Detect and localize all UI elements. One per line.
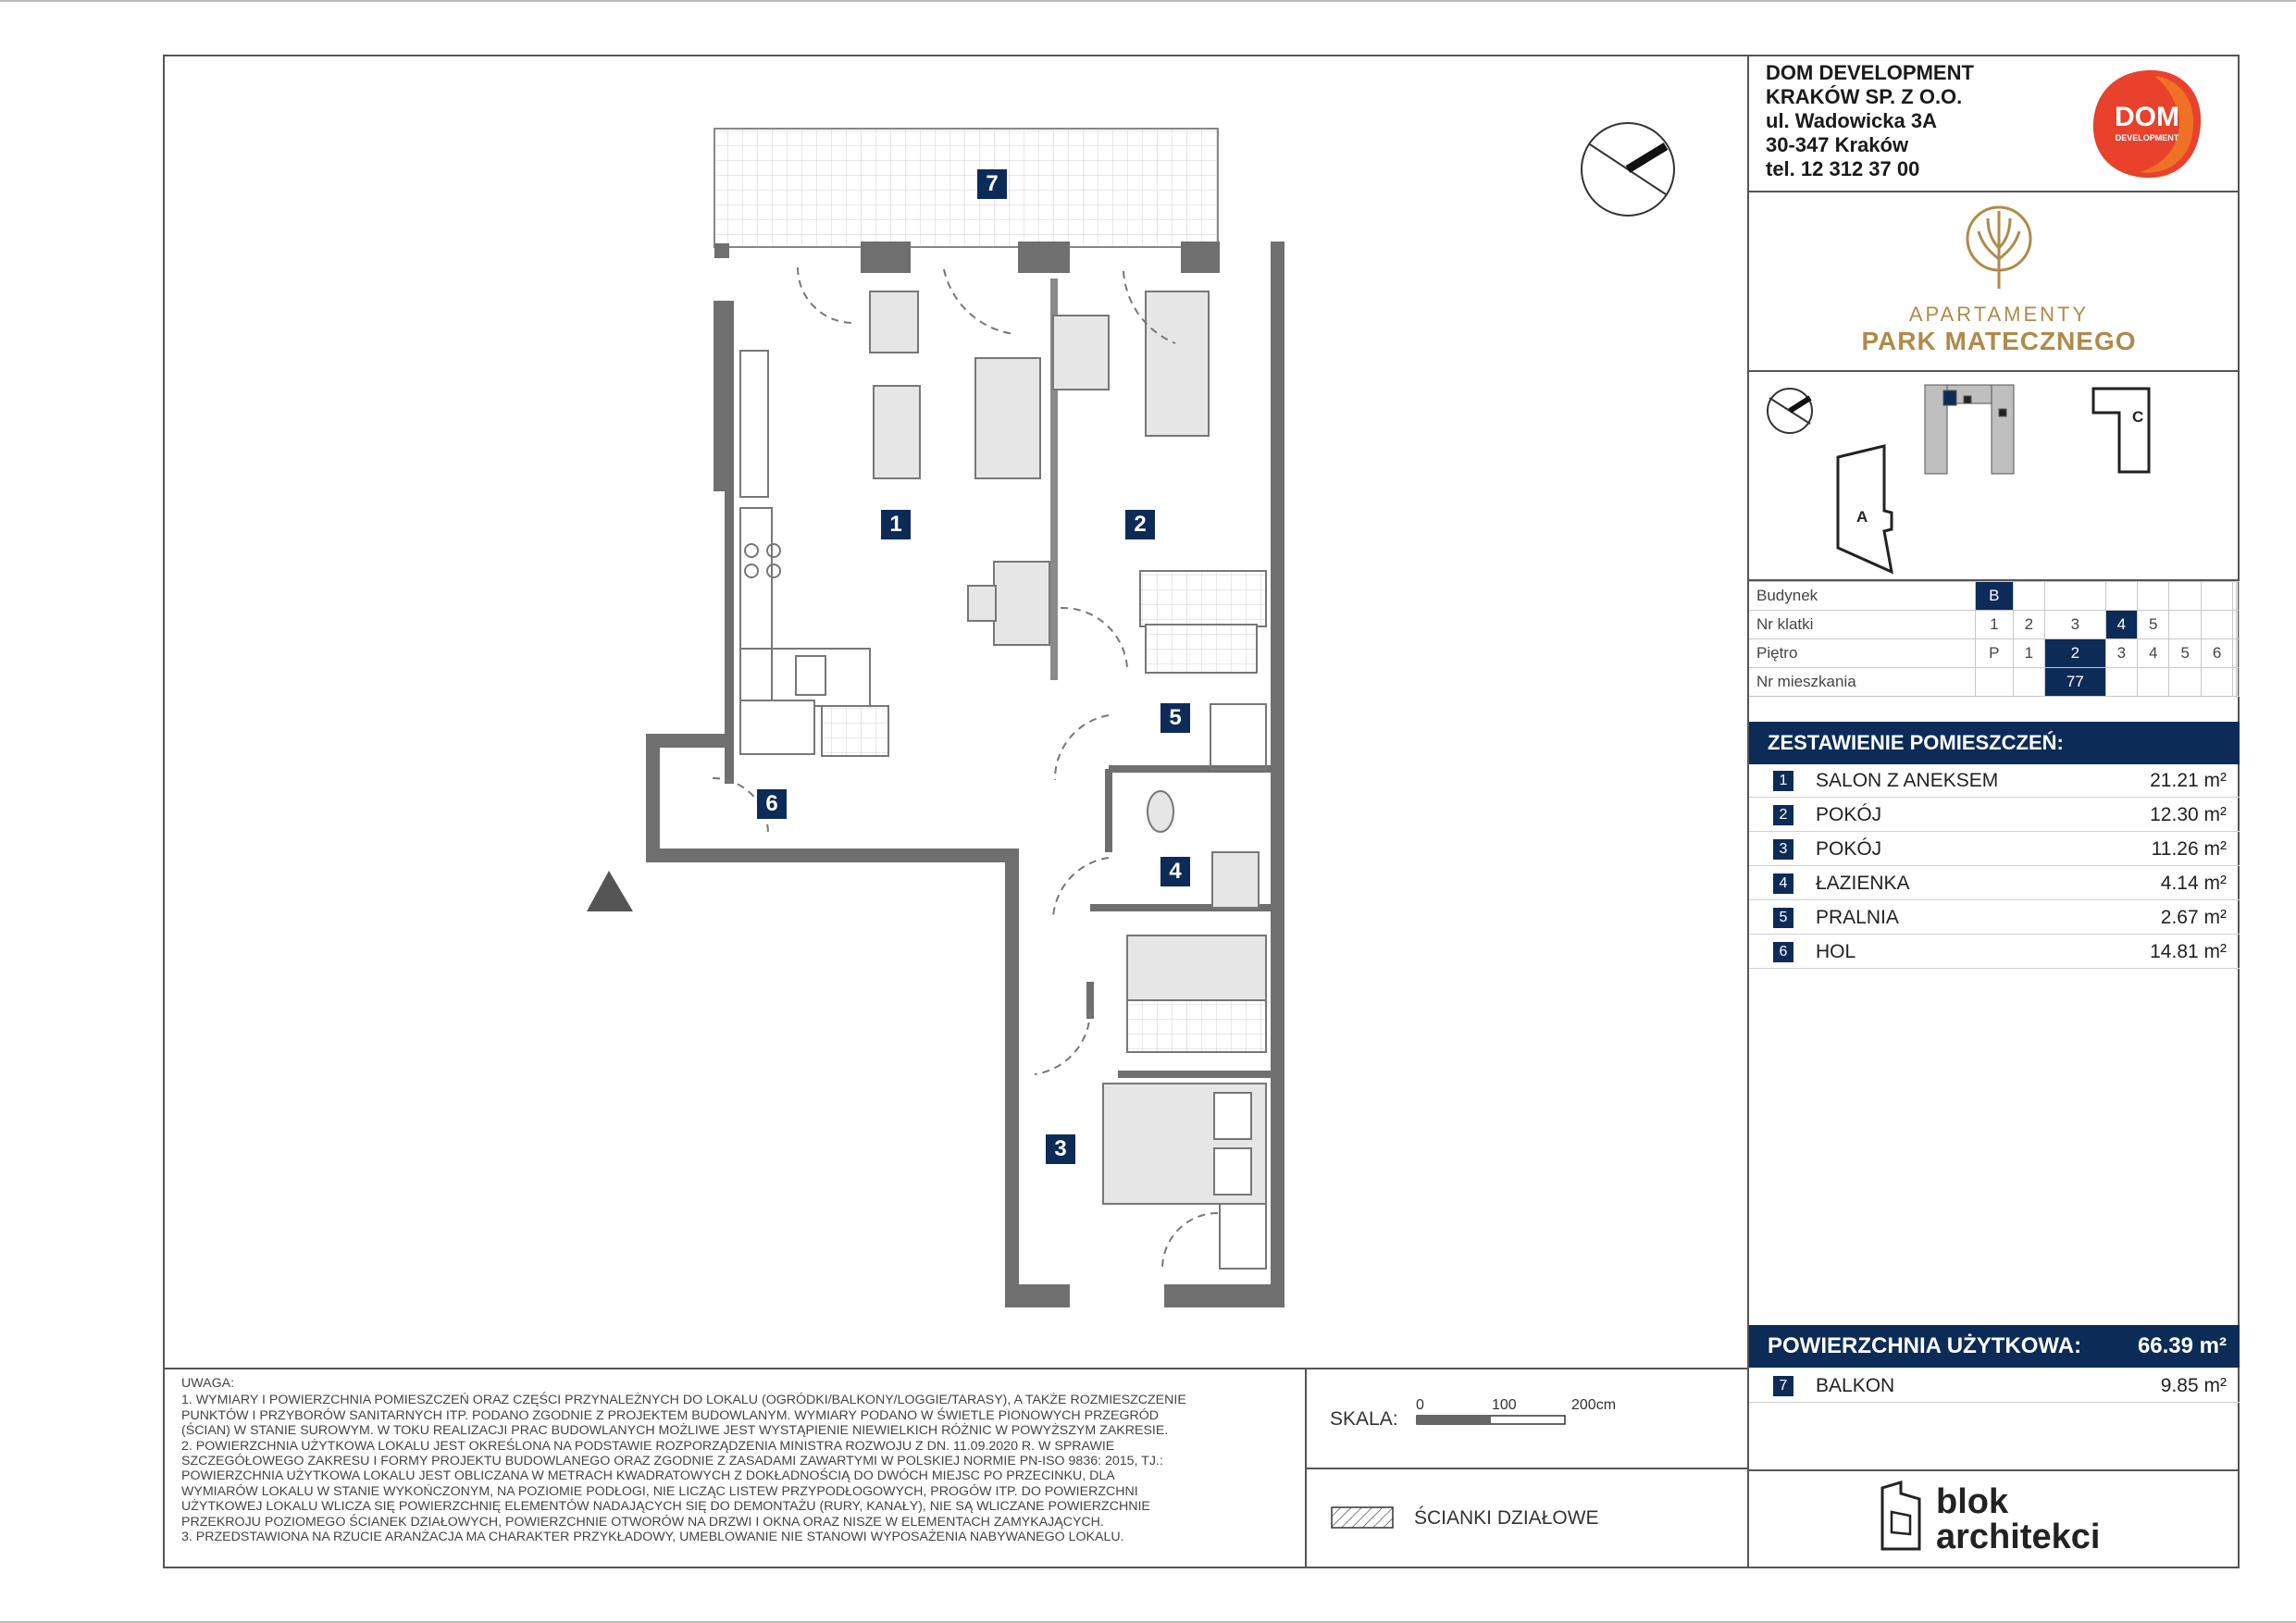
dom-logo-subtext: DEVELOPMENT (2115, 133, 2179, 142)
project-title: PARK MATECZNEGO (1861, 327, 2137, 355)
info-row-mieszkanie (1749, 668, 2240, 697)
note-line: UŻYTKOWEJ LOKALU WLICZA SIĘ POWIERZCHNIĘ ELEMENTÓW NADAJĄCYCH SIĘ DO DEMONTAŻU (RURY, KANAŁY), NIE SĄ WLICZANE POWIERZCHNIE (181, 1499, 1150, 1515)
company-name: DOM DEVELOPMENT (1766, 61, 1974, 84)
dom-logo-text: DOM (2115, 102, 2179, 132)
project-subtitle: APARTAMENTY (1908, 303, 2090, 326)
room-name: BALKON (1816, 1375, 1895, 1396)
info-cell (2138, 668, 2169, 697)
room-number: 3 (1773, 839, 1793, 860)
info-cell: 1 (1976, 611, 2014, 639)
room-number: 1 (1773, 771, 1793, 791)
room-row (1749, 799, 2240, 832)
wall-entry-left (646, 849, 711, 862)
room-name: PRALNIA (1816, 907, 1899, 928)
scale-tick-0: 0 (1416, 1397, 1424, 1413)
room-area: 12.30 m² (2150, 804, 2227, 825)
site-compass-icon (1768, 389, 1812, 433)
scale-bar (1416, 1414, 1573, 1427)
company-city: 30-347 Kraków (1766, 133, 1909, 156)
info-cell (2201, 668, 2232, 697)
apartment-info-table (1749, 581, 2240, 697)
info-label: Nr klatki (1749, 611, 1976, 639)
divider-scale-legend (1305, 1468, 1749, 1469)
info-cell: 2 (2045, 639, 2106, 668)
room-number: 7 (1773, 1376, 1793, 1396)
notes-block (181, 1376, 1301, 1544)
plan-tag-room-5: 5 (1160, 703, 1190, 733)
info-label: Budynek (1749, 582, 1976, 611)
company-address (1766, 61, 1974, 181)
architect-line2: architekci (1936, 1518, 2101, 1556)
room-number: 4 (1773, 873, 1793, 894)
note-line: PRZEKROJU POZIOMEGO ŚCIANEK DZIAŁOWYCH, POWIERZCHNIE OTWORÓW NA DRZWI I OKNA ORAZ NISZE W ELEMENTACH ZAMYKAJĄCYCH. (181, 1514, 1104, 1530)
dom-development-logo (2090, 67, 2204, 181)
room-row (1749, 833, 2240, 866)
room-name: ŁAZIENKA (1816, 873, 1910, 894)
note-line: (ŚCIAN) W STANIE SUROWYM. W TOKU REALIZACJI PRAC BUDOWLANYCH MOŻLIWE JEST WYSTĄPIENIE NIEWIELKICH RÓŻNIC W POWYŻSZYM ZAKRESIE. (181, 1423, 1169, 1439)
room-name: SALON Z ANEKSEM (1816, 770, 1999, 791)
info-cell (2236, 611, 2239, 639)
room-number: 6 (1773, 942, 1793, 962)
wall-entry-right (759, 849, 1018, 862)
kitchen-unit (740, 351, 870, 754)
project-logo (1860, 204, 2138, 361)
info-label: Nr mieszkania (1749, 668, 1976, 697)
plan-tag-room-2: 2 (1125, 510, 1155, 539)
plan-tag-room-4: 4 (1160, 857, 1190, 886)
site-building-c (2093, 389, 2149, 472)
bathroom-fixtures (1127, 791, 1266, 1052)
note-line: POWIERZCHNIA UŻYTKOWA LOKALU JEST OBLICZANA W METRACH KWADRATOWYCH Z DOKŁADNOŚCIĄ DO DWÓCH MIEJSC PO PRZECINKU, DLA (181, 1468, 1115, 1484)
room-number: 2 (1773, 805, 1793, 825)
note-line: 2. POWIERZCHNIA UŻYTKOWA LOKALU JEST OKREŚLONA NA PODSTAWIE ROZPORZĄDZENIA MINISTRA ROZWOJU Z DN. 11.09.2020 R. W SPRAWIE (181, 1438, 1115, 1454)
site-plan (1749, 372, 2240, 579)
balcony-row (1749, 1369, 2240, 1403)
room-area: 9.85 m² (2160, 1375, 2227, 1396)
room-2-furniture (1140, 571, 1266, 769)
site-building-b (1925, 385, 2014, 474)
company-street: ul. Wadowicka 3A (1766, 109, 1938, 132)
info-cell (2169, 582, 2201, 611)
plan-tag-room-3: 3 (1046, 1134, 1075, 1164)
entrance-arrow-icon (587, 871, 633, 911)
divider-company (1747, 191, 2240, 192)
info-cell (2013, 582, 2044, 611)
info-row-klatka (1749, 611, 2240, 639)
scale-label: SKALA: (1330, 1408, 1398, 1430)
info-cell: 3 (2045, 611, 2106, 639)
site-label-c: C (2132, 408, 2144, 426)
blok-architekci-logo-text (1936, 1484, 2100, 1555)
info-cell (2105, 668, 2137, 697)
room-row (1749, 867, 2240, 900)
room-name: POKÓJ (1816, 804, 1882, 825)
divider-top-thin (0, 0, 2296, 2)
notes-heading: UWAGA: (181, 1376, 235, 1391)
info-cell: 1 (2013, 639, 2044, 668)
info-row-budynek (1749, 582, 2240, 611)
partition-wall-legend-label: ŚCIANKI DZIAŁOWE (1414, 1507, 1599, 1529)
info-row-pietro (1749, 639, 2240, 668)
north-compass-icon (1577, 118, 1679, 220)
info-cell (2138, 582, 2169, 611)
info-cell: 5 (2138, 611, 2169, 639)
info-cell: 5 (2169, 639, 2201, 668)
plan-tag-room-6: 6 (757, 789, 787, 819)
divider-architect (1747, 1469, 2240, 1471)
info-cell: 2 (2013, 611, 2044, 639)
room-area: 11.26 m² (2151, 838, 2227, 860)
plan-tag-room-1: 1 (881, 510, 911, 539)
room-number: 5 (1773, 908, 1793, 928)
note-line: 3. PRZEDSTAWIONA NA RZUCIE ARANŻACJA MA CHARAKTER PRZYKŁADOWY, UMEBLOWANIE NIE STANOWI WYPOSAŻENIA NABYWANEGO LOKALU. (181, 1530, 1124, 1545)
info-cell (2236, 668, 2239, 697)
company-name-2: KRAKÓW SP. Z O.O. (1766, 85, 1963, 108)
architect-line1: blok (1936, 1482, 2009, 1521)
info-cell: 4 (2138, 639, 2169, 668)
total-area-value: 66.39 m² (2137, 1333, 2227, 1358)
info-cell: 3 (2105, 639, 2137, 668)
note-line: SZCZEGÓŁOWEGO ZAKRESU I FORMY PROJEKTU BUDOWLANEGO ORAZ ZGODNIE Z ZASADAMI ZAWARTYMI W POLSKIEJ NORMIE PN-ISO 9836: 2015, TJ.: (181, 1454, 1163, 1469)
floor-plan (165, 56, 1745, 1366)
info-cell (2013, 668, 2044, 697)
info-cell (2105, 582, 2137, 611)
note-line: 1. WYMIARY I POWIERZCHNIA POMIESZCZEŃ ORAZ CZĘŚCI PRZYNALEŻNYCH DO LOKALU (OGRÓDKI/BALKONY/LOGGIE/TARASY), A TAKŻE ROZMIESZCZENIE (181, 1393, 1186, 1408)
blok-architekci-logo-icon (1877, 1479, 1929, 1555)
tree-icon (1964, 204, 2034, 292)
room-area: 14.81 m² (2150, 941, 2227, 962)
scale-tick-200: 200cm (1571, 1397, 1617, 1413)
total-area-label: POWIERZCHNIA UŻYTKOWA: (1768, 1333, 2082, 1358)
info-cell: 77 (2045, 668, 2106, 697)
total-area-bar (1749, 1325, 2240, 1368)
info-cell (2236, 582, 2239, 611)
room-row (1749, 935, 2240, 969)
info-cell (2236, 639, 2239, 668)
site-label-a: A (1856, 508, 1868, 526)
partition-wall-legend-swatch (1331, 1506, 1396, 1530)
rooms-header: ZESTAWIENIE POMIESZCZEŃ: (1749, 722, 2240, 764)
room-name: POKÓJ (1816, 838, 1882, 860)
info-cell (2045, 582, 2106, 611)
room-area: 21.21 m² (2150, 770, 2227, 791)
room-area: 2.67 m² (2160, 907, 2227, 928)
info-cell (2201, 582, 2232, 611)
info-cell (2201, 611, 2232, 639)
room-row (1749, 764, 2240, 798)
info-cell (1976, 668, 2014, 697)
note-line: PUNKTÓW I PRZYBORÓW SANITARNYCH ITP. PODANO ZGODNIE Z PROJEKTEM BUDOWLANYM. WYMIARY PODANO W ŚWIETLE PIONOWYCH PRZEGRÓD (181, 1407, 1160, 1423)
note-line: WYMIARÓW LOKALU W STANIE WYKOŃCZONYM, NA POZIOMIE PODŁOGI, NIE LICZĄC LISTEW PRZYPODŁOGOWYCH, PROGÓW ITP. DO POWIERZCHNI (181, 1483, 1138, 1499)
info-cell (2169, 668, 2201, 697)
company-phone: tel. 12 312 37 00 (1766, 157, 1920, 180)
info-cell: 4 (2105, 611, 2137, 639)
room-3-furniture (1103, 1084, 1266, 1269)
info-cell: 6 (2201, 639, 2232, 668)
info-label: Piętro (1749, 639, 1976, 668)
info-cell: B (1976, 582, 2014, 611)
room-area: 4.14 m² (2160, 873, 2227, 894)
kitchen-ventilation-shaft (822, 706, 888, 756)
scale-tick-100: 100 (1492, 1397, 1517, 1413)
room-name: HOL (1816, 941, 1856, 962)
balcony-floor (714, 129, 1218, 247)
room-row (1749, 901, 2240, 935)
divider-bottom-strip (163, 1368, 1749, 1369)
info-cell (2169, 611, 2201, 639)
info-cell: P (1976, 639, 2014, 668)
plan-tag-room-7: 7 (977, 169, 1007, 199)
